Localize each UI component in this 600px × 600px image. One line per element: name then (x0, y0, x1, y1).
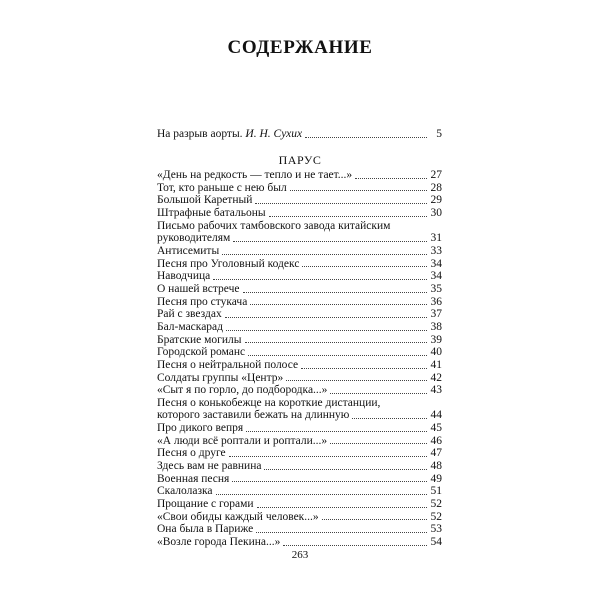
toc-row (157, 270, 442, 283)
toc-row (157, 334, 442, 347)
toc-page-number: 54 (430, 536, 442, 549)
toc-entry-title: Рай с звездах (157, 308, 222, 321)
toc-entry-title: Тот, кто раньше с нею был (157, 181, 287, 194)
toc-page-number: 47 (430, 447, 442, 460)
toc-row (157, 372, 442, 385)
toc-entry-title (157, 128, 302, 141)
dot-leader (257, 507, 428, 508)
toc-page-number: 44 (430, 409, 442, 422)
toc-entry-title: «Свои обиды каждый человек...» (157, 510, 319, 523)
dot-leader (225, 317, 427, 318)
toc-entry-title: Большой Каретный (157, 194, 253, 207)
toc-row (157, 498, 442, 511)
toc-row (157, 447, 442, 460)
toc-row (157, 232, 442, 245)
toc-page-number: 53 (430, 523, 442, 536)
toc-entry-title: «Сыт я по горло, до подбородка...» (157, 384, 328, 397)
toc-page-number: 35 (430, 282, 442, 295)
toc-page-number: 30 (430, 206, 442, 219)
toc-row (157, 258, 442, 271)
toc-entry-title: Бал-маскарад (157, 320, 224, 333)
toc-page-number: 5 (436, 128, 442, 140)
toc-page-number: 52 (430, 510, 442, 523)
dot-leader (290, 190, 427, 191)
dot-leader (248, 355, 427, 356)
toc-page-number: 46 (430, 434, 442, 447)
dot-leader (286, 380, 427, 381)
toc-row (157, 296, 442, 309)
dot-leader (302, 266, 427, 267)
dot-leader (222, 254, 427, 255)
toc-row (157, 460, 442, 473)
toc-page-number: 34 (430, 270, 442, 283)
toc-page-number: 43 (430, 384, 442, 397)
toc-entry-title: Песня о конькобежце на короткие дистанции, (157, 396, 381, 409)
toc-page-number: 45 (430, 422, 442, 435)
dot-leader (255, 203, 427, 204)
toc-page-number: 42 (430, 371, 442, 384)
toc-row (157, 523, 442, 536)
toc-row (157, 182, 442, 195)
toc-entry-title: Военная песня (157, 472, 230, 485)
toc-page-number: 31 (430, 232, 442, 245)
dot-leader (246, 431, 427, 432)
toc-entry-title: Антисемиты (157, 244, 220, 257)
toc-row (157, 321, 442, 334)
toc-row (157, 473, 442, 486)
dot-leader (213, 279, 427, 280)
toc-page-number: 27 (430, 169, 442, 181)
toc-entry-title: Братские могилы (157, 333, 242, 346)
toc-page-number: 51 (430, 485, 442, 498)
toc-page-number: 41 (430, 358, 442, 371)
toc-list (157, 169, 442, 549)
toc-row (157, 194, 442, 207)
toc-entry-title: Песня про стукача (157, 295, 248, 308)
dot-leader (355, 178, 427, 179)
toc-entry-title: Песня о нейтральной полосе (157, 358, 299, 371)
dot-leader (305, 137, 427, 138)
intro-author: И. Н. Сухих (245, 128, 303, 140)
toc-row (157, 384, 442, 397)
toc-entry-title: Штрафные батальоны (157, 206, 266, 219)
toc-entry-title: Про дикого вепря (157, 422, 244, 435)
dot-leader (216, 494, 427, 495)
toc-row (157, 346, 442, 359)
dot-leader (352, 418, 427, 419)
toc-row (157, 245, 442, 258)
toc-page-number: 29 (430, 194, 442, 207)
dot-leader (330, 393, 427, 394)
dot-leader (226, 330, 427, 331)
toc-entry-title: Скалолазка (157, 485, 213, 498)
toc-page-number: 34 (430, 257, 442, 270)
dot-leader (232, 481, 427, 482)
toc-entry-title: Городской романс (157, 346, 246, 359)
toc-entry-title: Прощание с горами (157, 498, 254, 511)
toc-row (157, 359, 442, 372)
page-title: СОДЕРЖАНИЕ (227, 37, 373, 58)
toc-row (157, 435, 442, 448)
dot-leader (283, 545, 427, 546)
toc-row (157, 511, 442, 524)
toc-entry-title: Письмо рабочих тамбовского завода китайским (157, 219, 391, 232)
dot-leader (269, 216, 427, 217)
toc-page-number: 37 (430, 308, 442, 321)
dot-leader (245, 342, 427, 343)
toc-row (157, 536, 442, 549)
dot-leader (322, 519, 427, 520)
toc-page-number: 52 (430, 498, 442, 511)
toc-entry-title: Песня о друге (157, 447, 226, 460)
toc-entry-title: Она была в Париже (157, 523, 254, 536)
dot-leader (250, 304, 427, 305)
dot-leader (229, 456, 427, 457)
toc-entry-title: которого заставили бежать на длинную (157, 409, 350, 422)
dot-leader (264, 469, 427, 470)
toc-entry-title: О нашей встрече (157, 282, 240, 295)
toc-page-number: 38 (430, 320, 442, 333)
page-number: 263 (291, 549, 309, 561)
toc-page-number: 33 (430, 244, 442, 257)
toc-entry-title: руководителям (157, 232, 231, 245)
toc-entry-title: Наводчица (157, 270, 211, 283)
toc-row (157, 169, 442, 182)
toc-row (157, 207, 442, 220)
dot-leader (233, 241, 427, 242)
toc-page-number: 36 (430, 295, 442, 308)
toc-page-number: 49 (430, 472, 442, 485)
toc-row (157, 128, 442, 141)
dot-leader (301, 368, 427, 369)
toc-entry-title: Здесь вам не равнина (157, 460, 262, 473)
dot-leader (243, 292, 427, 293)
toc-entry-title: Песня про Уголовный кодекс (157, 257, 300, 270)
toc-entry-title: Солдаты группы «Центр» (157, 371, 284, 384)
toc-row (157, 409, 442, 422)
toc-entry-title: «Возле города Пекина...» (157, 536, 281, 549)
toc-page-number: 28 (430, 181, 442, 194)
toc-page-number: 40 (430, 346, 442, 359)
toc-row (157, 422, 442, 435)
toc-entry-title: «День на редкость — тепло и не тает...» (157, 169, 353, 181)
intro-text: На разрыв аорты. (157, 128, 246, 140)
toc-row (157, 485, 442, 498)
dot-leader (256, 532, 427, 533)
dot-leader (330, 443, 427, 444)
intro-entry (157, 128, 442, 141)
toc-page-number: 48 (430, 460, 442, 473)
toc-page-number: 39 (430, 333, 442, 346)
section-heading: ПАРУС (278, 153, 322, 167)
toc-row (157, 283, 442, 296)
toc-row (157, 308, 442, 321)
toc-entry-title: «А люди всё роптали и роптали...» (157, 434, 328, 447)
